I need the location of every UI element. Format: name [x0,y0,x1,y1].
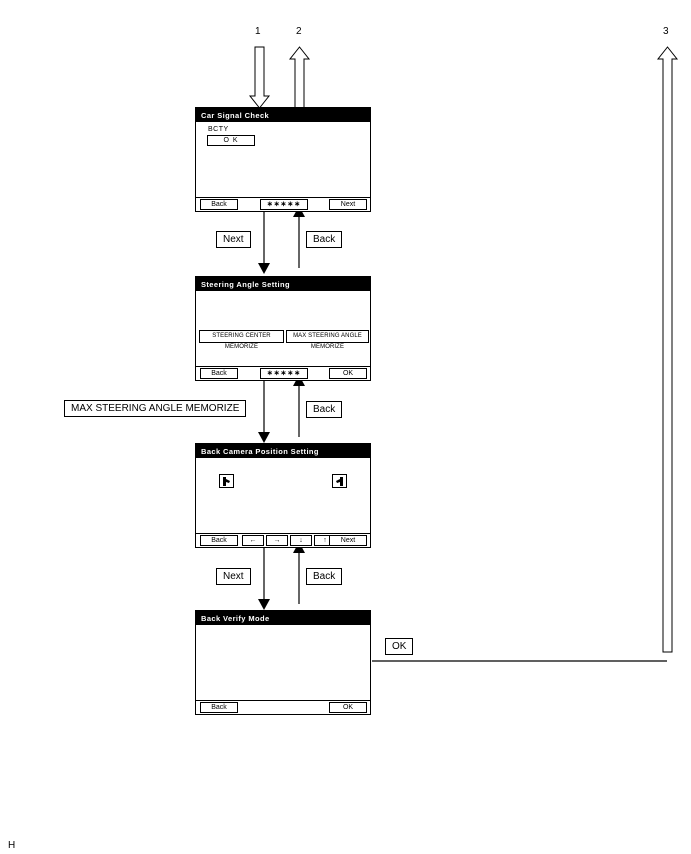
screen-back-verify-mode [195,610,371,715]
screen-footer-car-signal-check [196,197,370,211]
flow-number-1: 1 [255,26,261,37]
figure-label: H [8,840,16,851]
back-button-4[interactable]: Back [200,702,238,713]
transition-next-2[interactable]: Next [216,568,251,585]
arrow-left-button[interactable]: ← [242,535,264,546]
screen-title-back-verify-mode: Back Verify Mode [196,611,370,625]
max-steering-angle-memorize-button[interactable]: MAX STEERING ANGLE MEMORIZE [286,330,369,343]
connector-up-1 [293,206,305,268]
screen-body-back-camera-position-setting [196,458,370,533]
next-button-3[interactable]: Next [329,535,367,546]
transition-back-3[interactable]: Back [306,568,342,585]
back-button-1[interactable]: Back [200,199,238,210]
connector-down-3 [258,548,270,610]
connector-up-3 [293,542,305,604]
screen-body-back-verify-mode [196,625,370,700]
status-field-2: ∗∗∗∗∗ [260,368,308,379]
back-button-2[interactable]: Back [200,368,238,379]
arrow-right-button[interactable]: → [266,535,288,546]
back-button-3[interactable]: Back [200,535,238,546]
ok-button-2[interactable]: OK [329,368,367,379]
transition-max-steering-angle-memorize[interactable]: MAX STEERING ANGLE MEMORIZE [64,400,246,417]
connector-down-1 [258,211,270,274]
transition-ok[interactable]: OK [385,638,413,655]
screen-title-steering-angle-setting: Steering Angle Setting [196,277,370,291]
person-left-glyph [220,476,233,488]
arrow-2 [290,47,309,108]
next-button-1[interactable]: Next [329,199,367,210]
screen-body-car-signal-check [196,122,370,197]
screen-steering-angle-setting [195,276,371,381]
connector-up-2 [293,375,305,437]
screen-car-signal-check [195,107,371,212]
arrow-down-button[interactable]: ↓ [290,535,312,546]
screen-footer-back-camera-position-setting [196,533,370,547]
ok-button-4[interactable]: OK [329,702,367,713]
flow-number-2: 2 [296,26,302,37]
status-field-1: ∗∗∗∗∗ [260,199,308,210]
steering-center-memorize-button[interactable]: STEERING CENTER MEMORIZE [199,330,284,343]
camera-adjust-left-icon[interactable] [219,474,234,488]
arrow-3 [658,47,677,652]
bcty-value: O K [207,135,255,146]
screen-title-car-signal-check: Car Signal Check [196,108,370,122]
screen-back-camera-position-setting [195,443,371,548]
camera-adjust-right-icon[interactable] [332,474,347,488]
connector-down-2 [258,380,270,443]
person-right-glyph [333,476,346,488]
arrow-up-button[interactable]: ↑ [314,535,336,546]
screen-body-steering-angle-setting [196,291,370,366]
bcty-label: BCTY [208,126,229,133]
transition-back-1[interactable]: Back [306,231,342,248]
screen-footer-back-verify-mode [196,700,370,714]
transition-next-1[interactable]: Next [216,231,251,248]
screen-footer-steering-angle-setting [196,366,370,380]
flow-number-3: 3 [663,26,669,37]
transition-back-2[interactable]: Back [306,401,342,418]
arrow-1 [250,47,269,108]
screen-title-back-camera-position-setting: Back Camera Position Setting [196,444,370,458]
